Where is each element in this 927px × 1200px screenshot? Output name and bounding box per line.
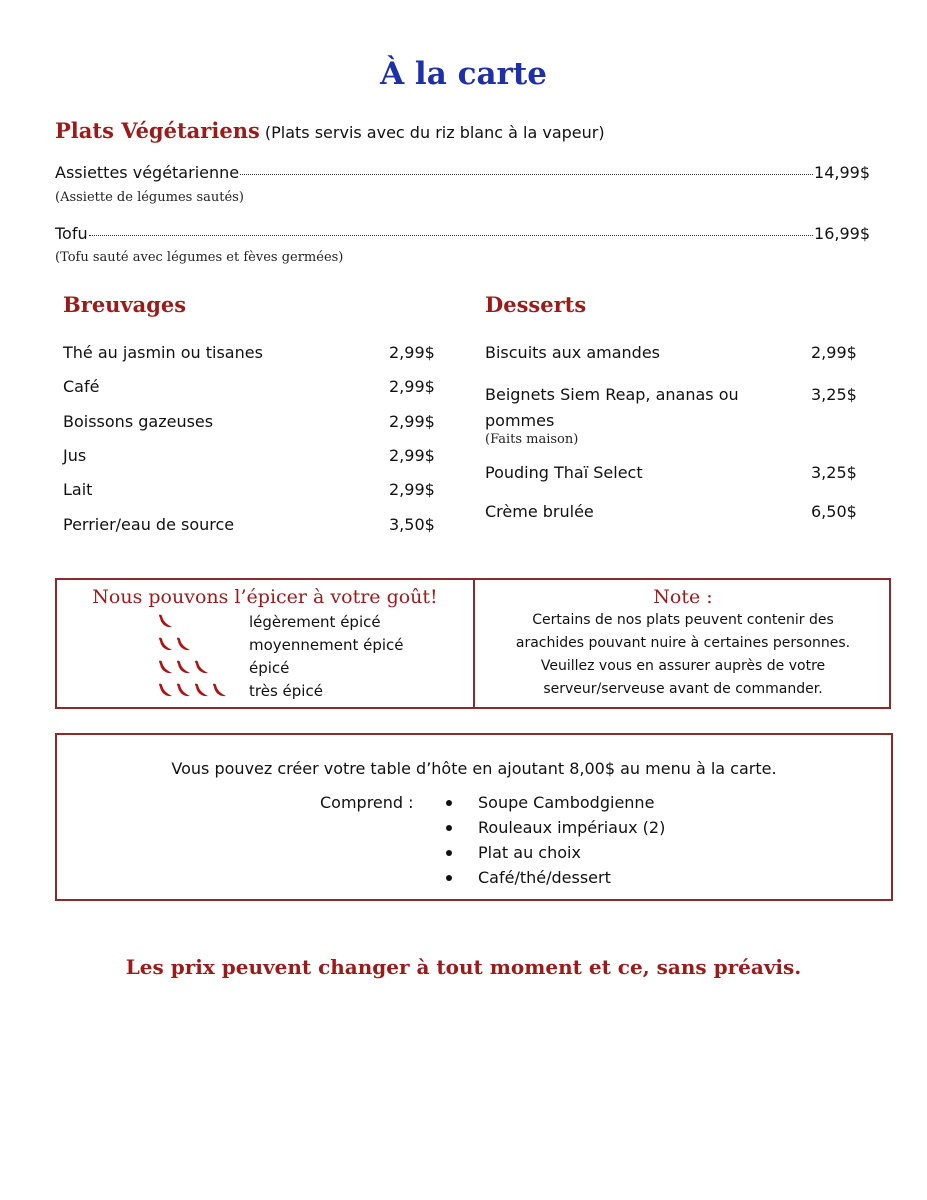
- beverage-price: 2,99$: [389, 343, 435, 362]
- spice-note-box: [55, 578, 891, 709]
- list-item: [442, 868, 665, 893]
- beverage-item: Perrier/eau de source: [63, 515, 235, 534]
- beverage-item: Thé au jasmin ou tisanes: [63, 343, 263, 362]
- chili-pepper-icon: [175, 636, 191, 652]
- chili-pepper-icon: [175, 659, 191, 675]
- dessert-item: Crème brulée: [485, 502, 594, 521]
- item-price: 16,99$: [814, 224, 870, 243]
- vegetarian-subtitle: (Plats servis avec du riz blanc à la vapeur): [264, 123, 605, 142]
- beverage-price: 2,99$: [389, 446, 435, 465]
- dot-leader: [240, 174, 813, 175]
- price-disclaimer: Les prix peuvent changer à tout moment et ce, sans préavis.: [125, 955, 802, 979]
- chili-group: [157, 613, 173, 629]
- spice-title: Nous pouvons l’épicer à votre goût!: [92, 586, 438, 608]
- note-line: Certains de nos plats peuvent contenir des: [532, 612, 834, 628]
- chili-pepper-icon: [157, 636, 173, 652]
- dessert-price: 3,25$: [811, 385, 857, 404]
- chili-group: [157, 636, 191, 652]
- dessert-price: 2,99$: [811, 343, 857, 362]
- dot-leader: [89, 235, 813, 236]
- vegetarian-heading: [55, 118, 605, 143]
- beverage-item: Boissons gazeuses: [63, 412, 214, 431]
- dessert-item: Beignets Siem Reap, ananas ou: [485, 385, 739, 404]
- bullet-icon: [446, 875, 452, 881]
- list-item: [442, 843, 665, 868]
- item-name: Assiettes végétarienne: [55, 163, 240, 182]
- chili-pepper-icon: [157, 682, 173, 698]
- chili-pepper-icon: [175, 682, 191, 698]
- list-item-text: Café/thé/dessert: [478, 868, 611, 887]
- comprend-label: Comprend :: [320, 793, 414, 812]
- beverage-item: Lait: [63, 480, 93, 499]
- chili-group: [157, 659, 209, 675]
- note-line: Veuillez vous en assurer auprès de votre: [540, 658, 826, 674]
- chili-group: [157, 682, 227, 698]
- bullet-icon: [446, 825, 452, 831]
- chili-pepper-icon: [157, 613, 173, 629]
- spice-level-label: très épicé: [249, 682, 323, 700]
- beverage-price: 3,50$: [389, 515, 435, 534]
- table-hote-list: [442, 793, 665, 893]
- beverage-price: 2,99$: [389, 412, 435, 431]
- note-line: arachides pouvant nuire à certaines personnes.: [515, 635, 851, 651]
- item-description: (Tofu sauté avec légumes et fèves germées): [55, 250, 344, 265]
- spice-level-label: épicé: [249, 659, 290, 677]
- item-name: Tofu: [55, 224, 88, 243]
- bullet-icon: [446, 800, 452, 806]
- dessert-price: 3,25$: [811, 463, 857, 482]
- chili-pepper-icon: [157, 659, 173, 675]
- note-line: serveur/serveuse avant de commander.: [543, 681, 823, 697]
- page-title: À la carte: [380, 56, 547, 92]
- beverage-price: 2,99$: [389, 480, 435, 499]
- list-item: [442, 818, 665, 843]
- list-item: [442, 793, 665, 818]
- spice-level-label: moyennement épicé: [249, 636, 404, 654]
- beverage-item: Café: [63, 377, 100, 396]
- list-item-text: Rouleaux impériaux (2): [478, 818, 666, 837]
- chili-pepper-icon: [193, 659, 209, 675]
- note-title: Note :: [653, 586, 713, 608]
- menu-item-tofu: [55, 224, 870, 243]
- desserts-heading: Desserts: [485, 292, 587, 317]
- dessert-item-line2: pommes: [485, 411, 555, 430]
- table-hote-intro: Vous pouvez créer votre table d’hôte en ajoutant 8,00$ au menu à la carte.: [171, 759, 777, 778]
- dessert-note: (Faits maison): [485, 432, 579, 447]
- vegetarian-title: Plats Végétariens: [55, 118, 260, 143]
- beverages-heading: Breuvages: [63, 292, 187, 317]
- item-price: 14,99$: [814, 163, 870, 182]
- table-hote-box: [55, 733, 893, 901]
- beverage-item: Jus: [63, 446, 87, 465]
- dessert-item: Biscuits aux amandes: [485, 343, 661, 362]
- chili-pepper-icon: [211, 682, 227, 698]
- bullet-icon: [446, 850, 452, 856]
- item-description: (Assiette de légumes sautés): [55, 190, 244, 205]
- list-item-text: Plat au choix: [478, 843, 581, 862]
- list-item-text: Soupe Cambodgienne: [478, 793, 655, 812]
- spice-level-label: légèrement épicé: [249, 613, 381, 631]
- dessert-price: 6,50$: [811, 502, 857, 521]
- beverage-price: 2,99$: [389, 377, 435, 396]
- chili-pepper-icon: [193, 682, 209, 698]
- menu-item-assiettes: [55, 163, 870, 182]
- dessert-item: Pouding Thaï Select: [485, 463, 643, 482]
